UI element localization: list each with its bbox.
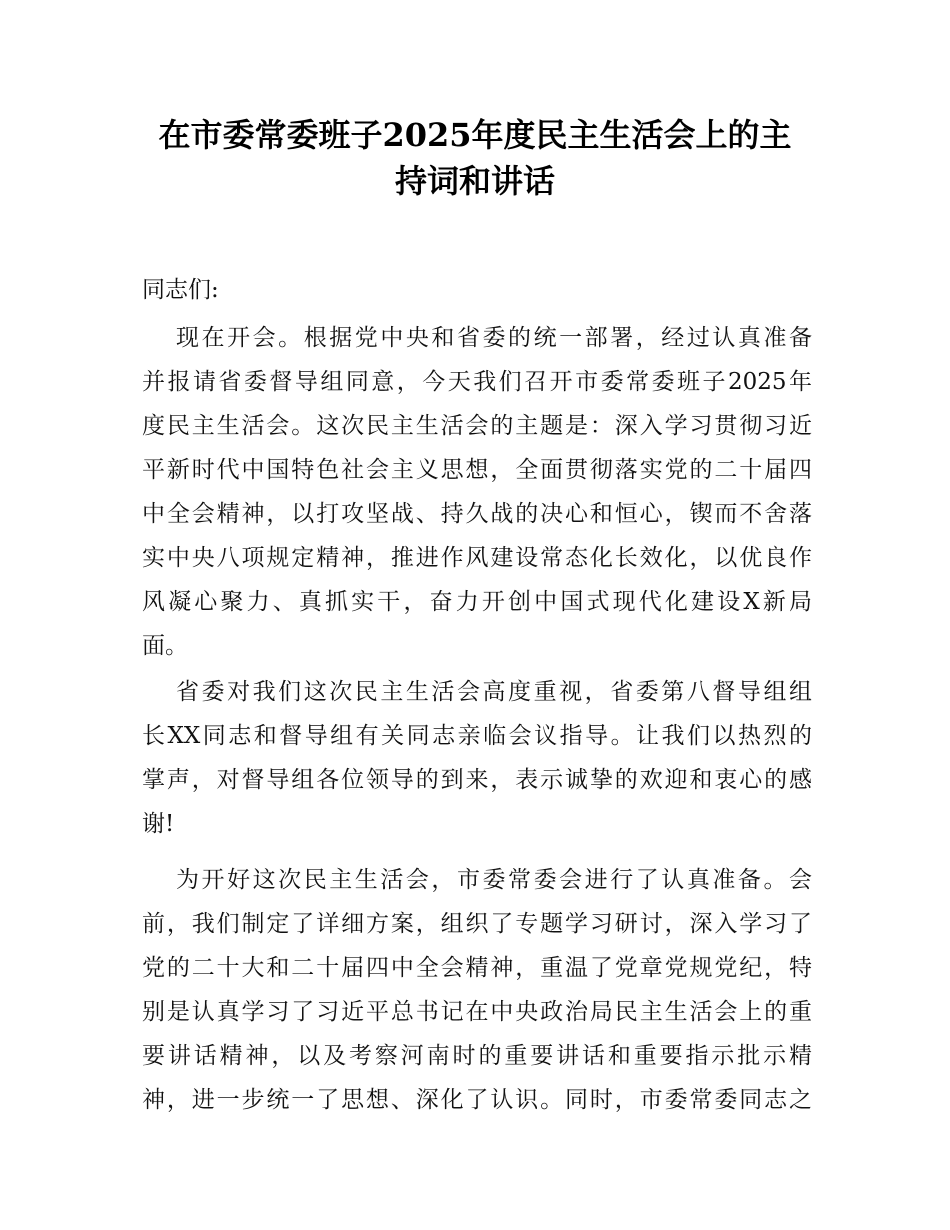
paragraph-line: 长XX同志和督导组有关同志亲临会议指导。让我们以热烈的: [142, 723, 812, 749]
paragraph-line: 平新时代中国特色社会主义思想，全面贯彻落实党的二十届四: [142, 457, 812, 483]
paragraph-line: 风凝心聚力、真抓实干，奋力开创中国式现代化建设X新局: [142, 589, 812, 615]
document-title-line-2: 持词和讲话: [394, 162, 555, 200]
paragraph-line: 为开好这次民主生活会，市委常委会进行了认真准备。会: [176, 867, 812, 893]
paragraph-line: 中全会精神，以打攻坚战、持久战的决心和恒心，锲而不舍落: [142, 501, 812, 527]
paragraph-line: 谢!: [142, 811, 175, 837]
paragraph-line: 并报请省委督导组同意，今天我们召开市委常委班子2025年: [142, 369, 812, 395]
paragraph-line: 前，我们制定了详细方案，组织了专题学习研讨，深入学习了: [142, 911, 812, 937]
paragraph-line: 面。: [142, 633, 188, 659]
salutation: 同志们:: [142, 277, 219, 303]
paragraph-line: 现在开会。根据党中央和省委的统一部署，经过认真准备: [176, 325, 812, 351]
paragraph-line: 实中央八项规定精神，推进作风建设常态化长效化，以优良作: [142, 545, 812, 571]
paragraph-line: 要讲话精神，以及考察河南时的重要讲话和重要指示批示精: [142, 1043, 812, 1069]
paragraph-line: 别是认真学习了习近平总书记在中央政治局民主生活会上的重: [142, 999, 812, 1025]
paragraph-line: 度民主生活会。这次民主生活会的主题是：深入学习贯彻习近: [142, 413, 812, 439]
paragraph-line: 掌声，对督导组各位领导的到来，表示诚挚的欢迎和衷心的感: [142, 767, 812, 793]
paragraph-line: 省委对我们这次民主生活会高度重视，省委第八督导组组: [176, 679, 812, 705]
paragraph-line: 神，进一步统一了思想、深化了认识。同时，市委常委同志之: [142, 1087, 812, 1113]
paragraph-line: 党的二十大和二十届四中全会精神，重温了党章党规党纪，特: [142, 955, 812, 981]
document-title-line-1: 在市委常委班子2025年度民主生活会上的主: [158, 116, 792, 154]
